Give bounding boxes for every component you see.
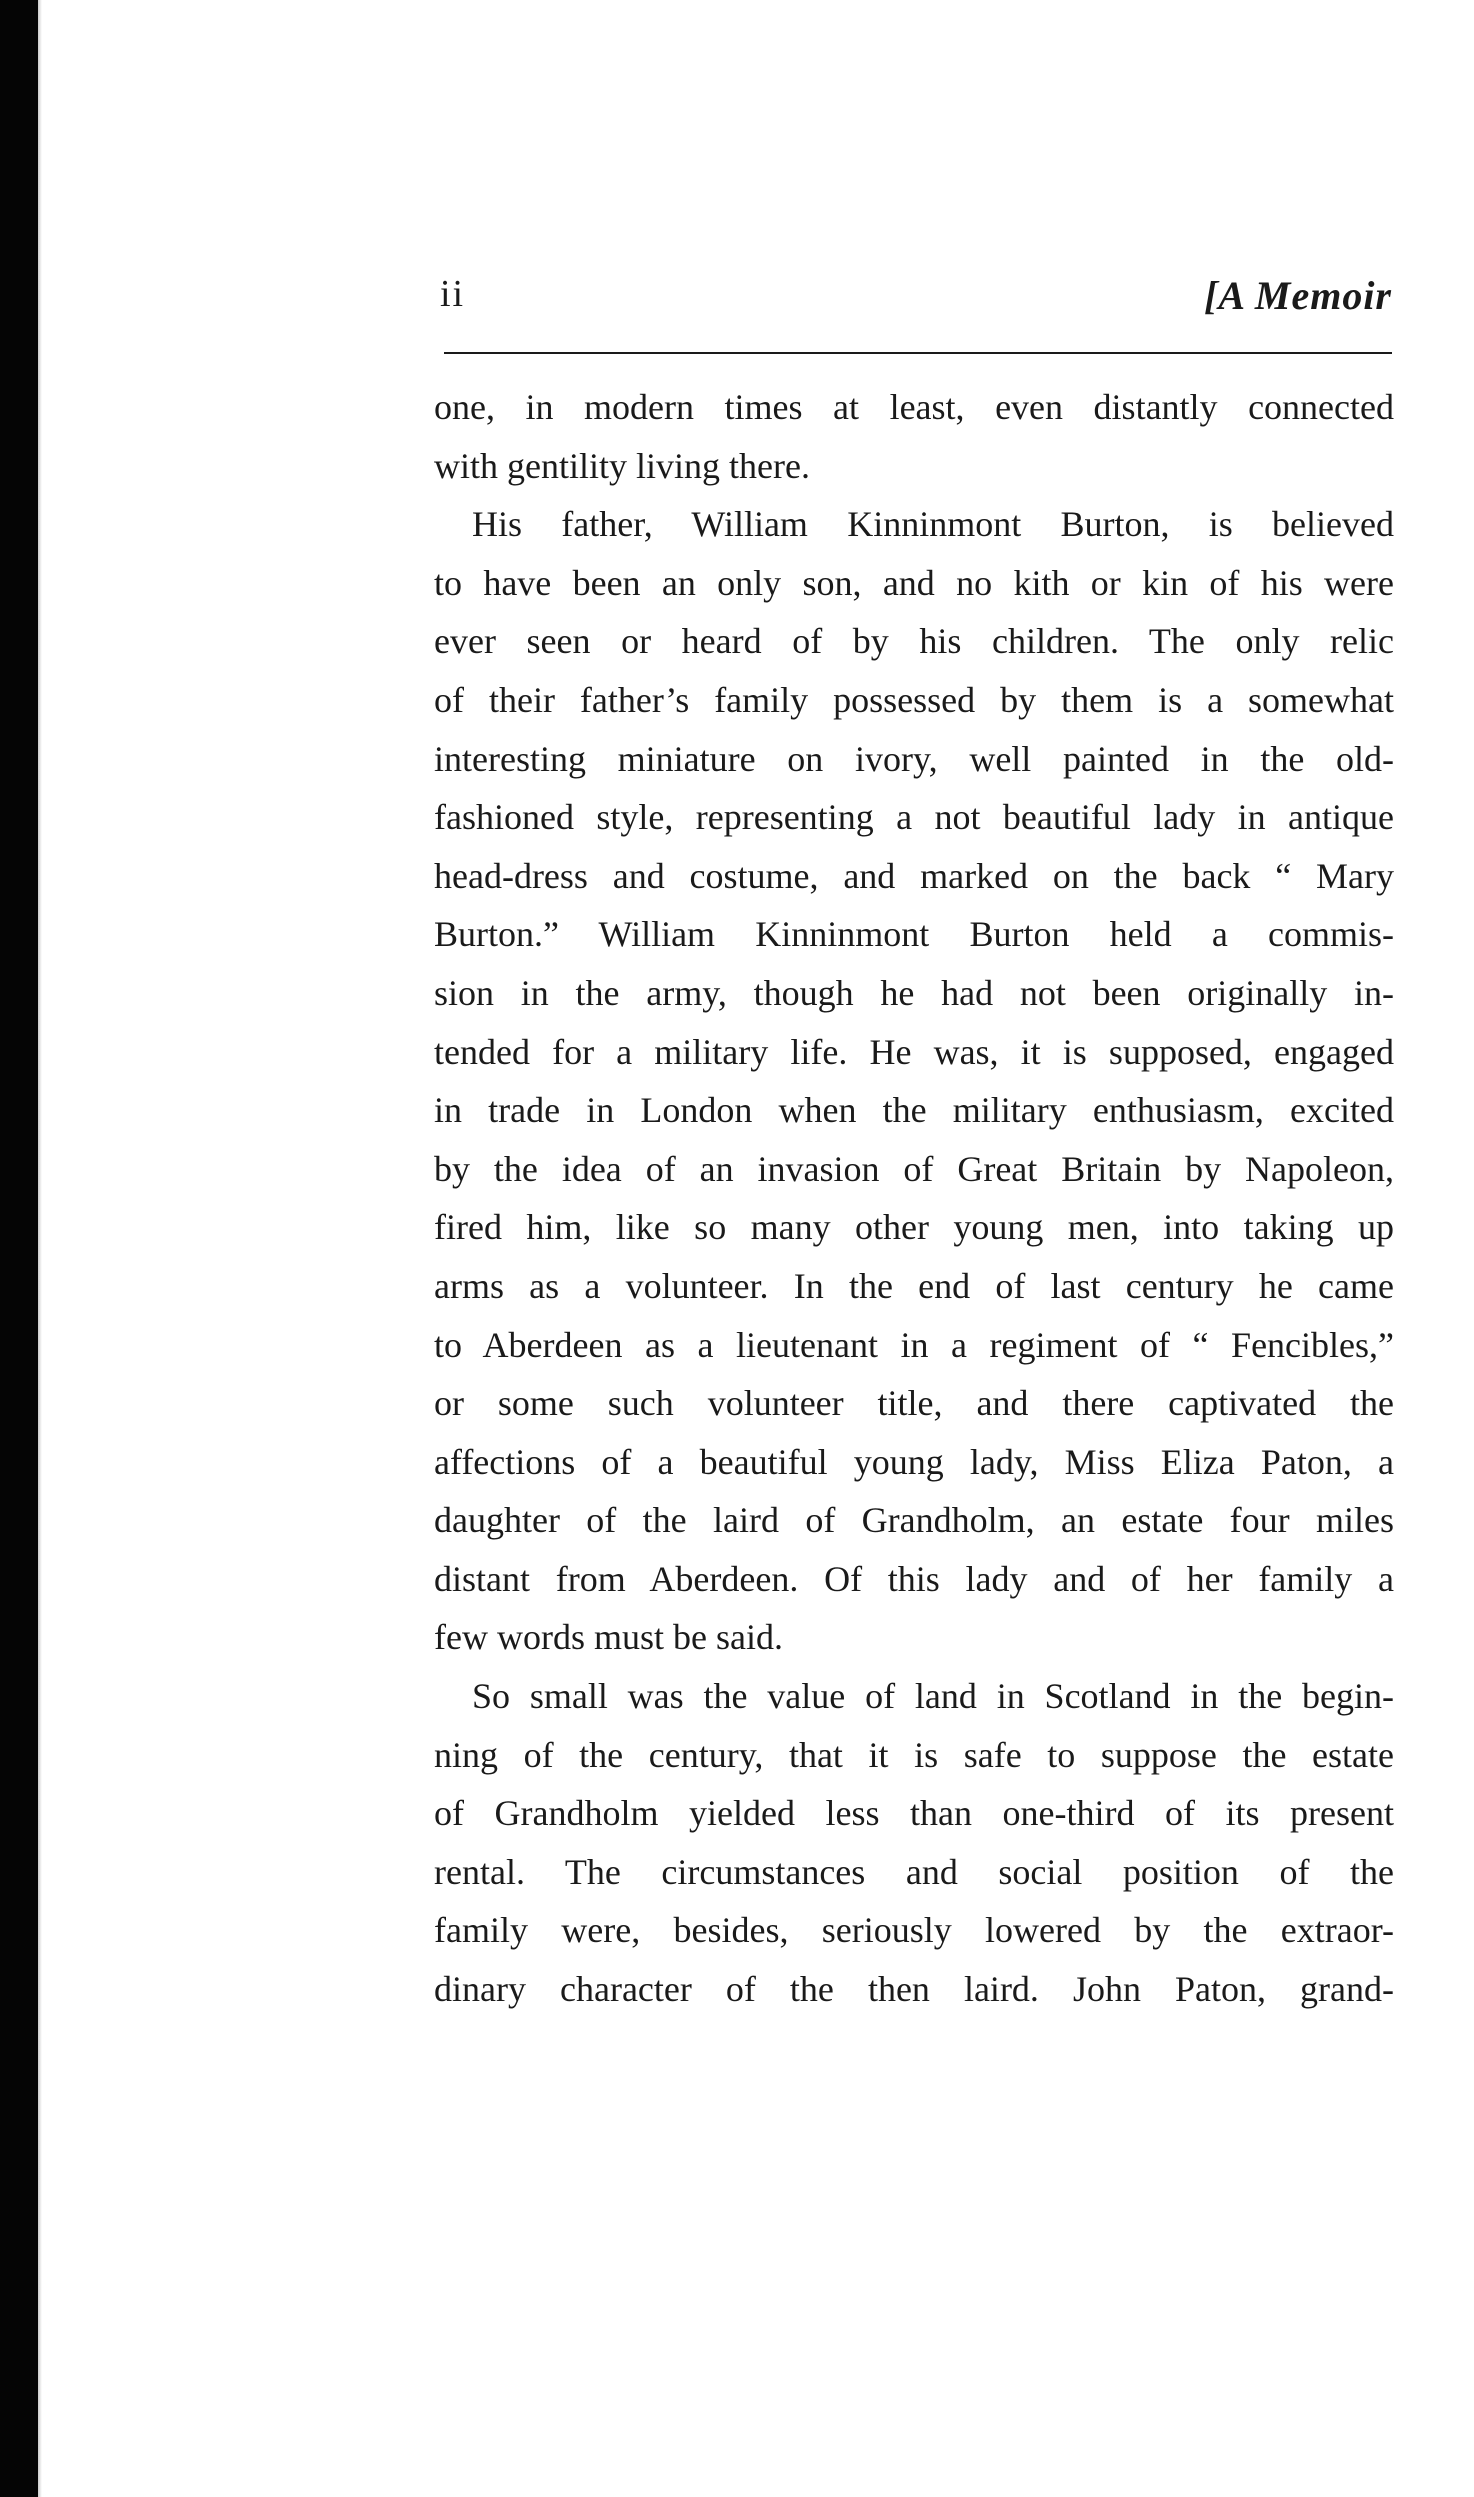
- text-line: of their father’s family possessed by them is a somewhat: [434, 679, 1394, 720]
- paragraph-2: [434, 495, 1394, 1667]
- page-number: ii: [440, 273, 466, 315]
- text-line: ning of the century, that it is safe to suppose the estate: [434, 1734, 1394, 1775]
- text-line: His father, William Kinninmont Burton, is believed: [472, 504, 1394, 545]
- paragraph-1: [434, 378, 1394, 495]
- body-text: [434, 378, 1394, 2019]
- text-line: rental. The circumstances and social position of the: [434, 1851, 1394, 1892]
- running-title: [A Memoir: [1204, 273, 1392, 318]
- text-line: ever seen or heard of by his children. The only relic: [434, 621, 1394, 662]
- text-line: interesting miniature on ivory, well painted in the old-: [434, 738, 1394, 779]
- text-line: family were, besides, seriously lowered by the extraor-: [434, 1910, 1394, 1951]
- text-line: one, in modern times at least, even distantly connected: [434, 387, 1394, 427]
- text-line: arms as a volunteer. In the end of last century he came: [434, 1265, 1394, 1306]
- text-line: affections of a beautiful young lady, Miss Eliza Paton, a: [434, 1441, 1394, 1482]
- text-line: or some such volunteer title, and there captivated the: [434, 1383, 1394, 1424]
- page-header: [440, 272, 1392, 332]
- text-line: with gentility living there.: [434, 445, 810, 486]
- text-line: Burton.” William Kinninmont Burton held a commis-: [434, 914, 1394, 955]
- text-line: dinary character of the then laird. John Paton, grand-: [434, 1969, 1394, 2010]
- text-line: tended for a military life. He was, it is supposed, engaged: [434, 1031, 1394, 1072]
- text-line: distant from Aberdeen. Of this lady and of her family a: [434, 1558, 1394, 1599]
- text-line: So small was the value of land in Scotland in the begin-: [472, 1676, 1394, 1717]
- text-line: to have been an only son, and no kith or kin of his were: [434, 562, 1394, 603]
- text-line: fired him, like so many other young men, into taking up: [434, 1207, 1394, 1248]
- binding-shadow: [38, 0, 42, 2497]
- book-binding-edge: [0, 0, 38, 2497]
- text-line: to Aberdeen as a lieutenant in a regiment of “ Fencibles,”: [434, 1324, 1394, 1365]
- text-line: by the idea of an invasion of Great Britain by Napoleon,: [434, 1148, 1394, 1189]
- text-line: of Grandholm yielded less than one-third of its present: [434, 1793, 1394, 1834]
- text-line: few words must be said.: [434, 1617, 783, 1658]
- text-line: head-dress and costume, and marked on the back “ Mary: [434, 855, 1394, 896]
- text-line: in trade in London when the military enthusiasm, excited: [434, 1090, 1394, 1131]
- text-line: daughter of the laird of Grandholm, an estate four miles: [434, 1500, 1394, 1541]
- text-line: sion in the army, though he had not been originally in-: [434, 972, 1394, 1013]
- text-line: fashioned style, representing a not beautiful lady in antique: [434, 797, 1394, 838]
- header-rule: [444, 352, 1392, 354]
- paragraph-3: [434, 1667, 1394, 2019]
